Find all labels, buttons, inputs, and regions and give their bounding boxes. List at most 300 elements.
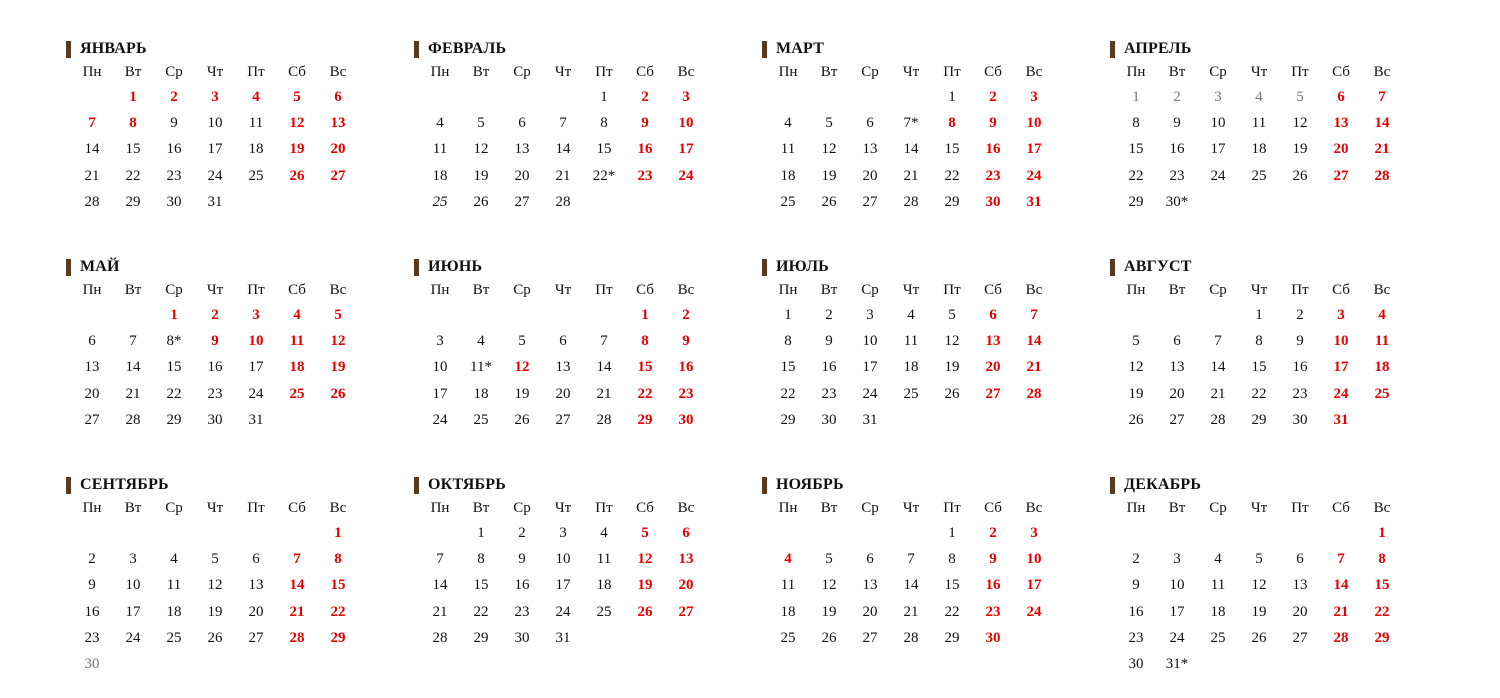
day-cell: 2 [825, 307, 833, 323]
day-cell: 1 [600, 89, 608, 105]
day-cell: 20 [1333, 141, 1349, 158]
day-cell: 31* [1165, 656, 1189, 672]
day-cell: 28 [125, 411, 141, 428]
day-cell: 8 [784, 333, 792, 350]
day-cell: 5 [293, 89, 301, 105]
day-cell: 22 [166, 385, 182, 402]
day-cell: 12 [821, 577, 837, 594]
day-cell: 30 [678, 411, 694, 428]
day-cell: 20 [330, 141, 346, 158]
day-cell: 23 [207, 385, 223, 402]
day-cell: 6 [559, 333, 567, 350]
day-cell: 15 [944, 141, 960, 158]
day-cell: 15 [780, 359, 796, 376]
day-cell: 24 [678, 167, 694, 184]
weekday-label: Пт [943, 500, 961, 516]
day-cell: 29 [1128, 193, 1144, 210]
day-cell: 16 [985, 141, 1001, 158]
weekday-label: Вт [124, 64, 142, 80]
day-cell: 18 [248, 141, 264, 158]
day-cell: 10 [125, 577, 141, 594]
day-cell: 21 [555, 167, 571, 184]
day-cell: 22 [473, 603, 489, 620]
day-cell: 29 [944, 193, 960, 210]
day-cell: 10 [678, 115, 694, 132]
weekday-label: Пн [778, 500, 798, 516]
day-cell: 9 [1296, 333, 1304, 350]
day-cell: 18 [596, 577, 612, 594]
day-cell: 8 [334, 551, 342, 568]
month-marker [762, 259, 767, 276]
day-cell: 20 [985, 359, 1001, 376]
day-cell: 1 [170, 307, 178, 323]
day-cell: 2 [88, 551, 96, 568]
day-cell: 23 [166, 167, 182, 184]
day-cell: 18 [780, 603, 796, 620]
day-cell: 20 [678, 577, 694, 594]
day-cell: 15 [944, 577, 960, 594]
day-cell: 13 [985, 333, 1001, 350]
day-cell: 8 [1255, 333, 1263, 350]
weekday-label: Сб [1332, 500, 1350, 516]
day-cell: 3 [559, 525, 567, 541]
day-cell: 9 [211, 333, 219, 350]
weekday-label: Пн [778, 282, 798, 298]
day-cell: 31 [1026, 193, 1042, 210]
weekday-label: Чт [554, 500, 572, 516]
day-cell: 20 [555, 385, 571, 402]
day-cell: 17 [555, 577, 571, 594]
day-cell: 10 [1210, 115, 1226, 132]
month-header [762, 40, 824, 58]
day-cell: 27 [1169, 411, 1185, 428]
day-cell: 5 [825, 551, 833, 568]
day-cell: 20 [862, 603, 878, 620]
day-cell: 11 [596, 551, 612, 568]
day-cell: 15 [330, 577, 346, 594]
day-cell: 21 [125, 385, 141, 402]
day-cell: 22 [1374, 603, 1390, 620]
day-cell: 31 [207, 193, 223, 210]
day-cell: 27 [555, 411, 571, 428]
day-cell: 22 [944, 167, 960, 184]
month-marker [762, 477, 767, 494]
day-cell: 21 [903, 167, 919, 184]
day-cell: 2 [682, 307, 690, 323]
day-cell: 5 [334, 307, 342, 323]
day-cell: 28 [903, 193, 919, 210]
weekday-label: Пт [943, 282, 961, 298]
month-header [414, 258, 482, 276]
weekday-label: Пн [778, 64, 798, 80]
day-cell: 27 [514, 193, 530, 210]
day-cell: 30 [207, 411, 223, 428]
day-cell: 23 [637, 167, 653, 184]
day-cell: 17 [678, 141, 694, 158]
day-cell: 10 [1026, 551, 1042, 568]
day-cell: 2 [1132, 551, 1140, 568]
day-cell: 11 [289, 333, 305, 350]
day-cell: 29 [125, 193, 141, 210]
day-cell: 7 [1378, 89, 1386, 105]
day-cell: 11 [1210, 577, 1226, 594]
day-cell: 26 [473, 193, 489, 210]
day-cell: 7 [293, 551, 301, 568]
weekday-label: Ср [165, 282, 183, 298]
day-cell: 16 [637, 141, 653, 158]
month-marker [1110, 41, 1115, 58]
day-cell: 16 [678, 359, 694, 376]
month-marker [1110, 477, 1115, 494]
day-cell: 23 [1169, 167, 1185, 184]
day-cell: 9 [682, 333, 690, 350]
day-cell: 11 [432, 141, 448, 158]
day-cell: 14 [1026, 333, 1042, 350]
day-cell: 30 [985, 629, 1001, 646]
day-cell: 7 [88, 115, 96, 132]
weekday-label: Чт [206, 500, 224, 516]
day-cell: 12 [637, 551, 653, 568]
month-marker [1110, 259, 1115, 276]
day-cell: 7 [129, 333, 137, 350]
weekday-label: Пн [82, 282, 102, 298]
day-cell: 27 [862, 193, 878, 210]
day-cell: 10 [1026, 115, 1042, 132]
day-cell: 28 [432, 629, 448, 646]
day-cell: 30 [166, 193, 182, 210]
month-header [414, 40, 506, 58]
day-cell: 23 [678, 385, 694, 402]
month-header [66, 476, 169, 494]
day-cell: 13 [678, 551, 694, 568]
day-cell: 25 [903, 385, 919, 402]
weekday-label: Пн [1126, 64, 1146, 80]
day-cell: 22 [1251, 385, 1267, 402]
weekday-label: Сб [288, 500, 306, 516]
month-header [1110, 258, 1192, 276]
day-cell: 11 [903, 333, 919, 350]
day-cell: 3 [1337, 307, 1345, 323]
weekday-label: Пн [82, 500, 102, 516]
day-cell: 4 [252, 89, 260, 105]
day-cell: 4 [600, 525, 608, 541]
weekday-label: Чт [1250, 282, 1268, 298]
day-cell: 19 [821, 167, 837, 184]
day-cell: 28 [289, 629, 305, 646]
day-cell: 25 [1374, 385, 1390, 402]
day-cell: 12 [207, 577, 223, 594]
weekday-label: Ср [513, 282, 531, 298]
day-cell: 27 [985, 385, 1001, 402]
day-cell: 13 [862, 577, 878, 594]
month-name: МАРТ [776, 40, 825, 57]
day-cell: 11* [470, 359, 492, 376]
weekday-label: Ср [861, 500, 879, 516]
day-cell: 15 [1374, 577, 1390, 594]
day-cell: 29 [1251, 411, 1267, 428]
weekday-label: Пн [1126, 500, 1146, 516]
day-cell: 6 [1337, 89, 1345, 105]
day-cell: 20 [514, 167, 530, 184]
day-cell: 8 [129, 115, 137, 132]
weekday-label: Пн [1126, 282, 1146, 298]
weekday-label: Чт [206, 282, 224, 298]
day-cell: 5 [211, 551, 219, 568]
day-cell: 30 [84, 656, 100, 672]
day-cell: 28 [1026, 385, 1042, 402]
day-cell: 23 [985, 167, 1001, 184]
weekday-label: Вс [677, 282, 695, 298]
day-cell: 8 [600, 115, 608, 132]
day-cell: 27 [1333, 167, 1349, 184]
weekday-label: Вт [1168, 64, 1186, 80]
day-cell: 6 [252, 551, 260, 568]
month-header [1110, 40, 1192, 58]
day-cell: 26 [944, 385, 960, 402]
month-name: ЯНВАРЬ [80, 40, 147, 57]
day-cell: 7* [903, 115, 919, 132]
month-marker [66, 477, 71, 494]
day-cell: 10 [1333, 333, 1349, 350]
day-cell: 3 [1030, 525, 1038, 541]
day-cell: 16 [1128, 603, 1144, 620]
day-cell: 22 [125, 167, 141, 184]
day-cell: 9 [88, 577, 96, 594]
day-cell: 10 [248, 333, 264, 350]
day-cell: 5 [641, 525, 649, 541]
day-cell: 12 [473, 141, 489, 158]
day-cell: 17 [207, 141, 223, 158]
day-cell: 26 [289, 167, 305, 184]
day-cell: 9 [825, 333, 833, 350]
day-cell: 31 [555, 629, 571, 646]
month-marker [414, 477, 419, 494]
weekday-label: Вт [820, 500, 838, 516]
weekday-label: Вс [329, 64, 347, 80]
day-cell: 21 [1333, 603, 1349, 620]
weekday-label: Чт [902, 500, 920, 516]
day-cell: 24 [1333, 385, 1349, 402]
day-cell: 9 [989, 551, 997, 568]
day-cell: 19 [821, 603, 837, 620]
weekday-label: Вс [1025, 500, 1043, 516]
weekday-label: Пт [943, 64, 961, 80]
weekday-label: Чт [554, 64, 572, 80]
day-cell: 10 [207, 115, 223, 132]
day-cell: 28 [903, 629, 919, 646]
month-name: ИЮНЬ [428, 258, 483, 275]
weekday-label: Ср [861, 64, 879, 80]
day-cell: 26 [514, 411, 530, 428]
weekday-label: Ср [513, 64, 531, 80]
day-cell: 18 [289, 359, 305, 376]
day-cell: 19 [944, 359, 960, 376]
day-cell: 25 [473, 411, 489, 428]
day-cell: 25 [780, 193, 796, 210]
day-cell: 21 [1374, 141, 1390, 158]
day-cell: 9 [641, 115, 649, 132]
day-cell: 13 [1292, 577, 1308, 594]
day-cell: 16 [514, 577, 530, 594]
day-cell: 3 [436, 333, 444, 350]
weekday-label: Пн [82, 64, 102, 80]
day-cell: 8 [477, 551, 485, 568]
day-cell: 13 [330, 115, 346, 132]
weekday-label: Пн [430, 282, 450, 298]
weekday-label: Чт [902, 282, 920, 298]
weekday-label: Сб [984, 64, 1002, 80]
day-cell: 16 [1169, 141, 1185, 158]
month-name: ОКТЯБРЬ [428, 476, 506, 493]
day-cell: 5 [1296, 89, 1304, 105]
month-marker [66, 41, 71, 58]
weekday-label: Пт [247, 282, 265, 298]
day-cell: 22 [330, 603, 346, 620]
day-cell: 24 [1169, 629, 1185, 646]
day-cell: 14 [903, 577, 919, 594]
day-cell: 6 [88, 333, 96, 350]
day-cell: 8 [1378, 551, 1386, 568]
day-cell: 8 [948, 551, 956, 568]
weekday-label: Ср [165, 500, 183, 516]
day-cell: 27 [678, 603, 694, 620]
day-cell: 18 [1210, 603, 1226, 620]
day-cell: 8* [166, 333, 182, 350]
day-cell: 12 [821, 141, 837, 158]
day-cell: 25 [248, 167, 264, 184]
month-name: ФЕВРАЛЬ [428, 40, 507, 57]
day-cell: 14 [84, 141, 100, 158]
weekday-label: Пт [595, 64, 613, 80]
day-cell: 1 [334, 525, 342, 541]
weekday-label: Вс [1373, 500, 1391, 516]
day-cell: 8 [948, 115, 956, 132]
day-cell: 22 [637, 385, 653, 402]
day-cell: 2 [1296, 307, 1304, 323]
day-cell: 1 [477, 525, 485, 541]
day-cell: 14 [596, 359, 612, 376]
day-cell: 4 [784, 115, 792, 132]
weekday-label: Вс [1025, 64, 1043, 80]
day-cell: 12 [330, 333, 346, 350]
day-cell: 15 [596, 141, 612, 158]
day-cell: 17 [125, 603, 141, 620]
day-cell: 3 [866, 307, 874, 323]
day-cell: 18 [780, 167, 796, 184]
day-cell: 24 [862, 385, 878, 402]
day-cell: 19 [473, 167, 489, 184]
day-cell: 11 [780, 141, 796, 158]
day-cell: 7 [559, 115, 567, 132]
weekday-label: Вс [1373, 282, 1391, 298]
day-cell: 5 [477, 115, 485, 132]
day-cell: 7 [907, 551, 915, 568]
day-cell: 13 [555, 359, 571, 376]
day-cell: 19 [1128, 385, 1144, 402]
day-cell: 4 [784, 551, 792, 568]
month-name: АВГУСТ [1124, 258, 1192, 275]
weekday-label: Вс [329, 282, 347, 298]
day-cell: 24 [125, 629, 141, 646]
day-cell: 30 [985, 193, 1001, 210]
day-cell: 25 [1210, 629, 1226, 646]
day-cell: 6 [334, 89, 342, 105]
day-cell: 5 [948, 307, 956, 323]
day-cell: 30 [514, 629, 530, 646]
day-cell: 4 [170, 551, 178, 568]
day-cell: 12 [1251, 577, 1267, 594]
day-cell: 18 [432, 167, 448, 184]
day-cell: 21 [289, 603, 305, 620]
day-cell: 8 [1132, 115, 1140, 132]
weekday-label: Вт [124, 282, 142, 298]
day-cell: 24 [1026, 167, 1042, 184]
day-cell: 7 [1030, 307, 1038, 323]
day-cell: 26 [330, 385, 346, 402]
day-cell: 1 [948, 89, 956, 105]
day-cell: 3 [129, 551, 137, 568]
day-cell: 31 [248, 411, 264, 428]
day-cell: 23 [84, 629, 100, 646]
day-cell: 1 [129, 89, 137, 105]
day-cell: 5 [1255, 551, 1263, 568]
weekday-label: Чт [1250, 64, 1268, 80]
day-cell: 22* [592, 167, 616, 184]
day-cell: 15 [473, 577, 489, 594]
day-cell: 17 [248, 359, 264, 376]
day-cell: 13 [1169, 359, 1185, 376]
weekday-label: Вт [820, 282, 838, 298]
day-cell: 16 [84, 603, 100, 620]
day-cell: 24 [207, 167, 223, 184]
day-cell: 1 [1378, 525, 1386, 541]
day-cell: 15 [1128, 141, 1144, 158]
month-name: МАЙ [80, 258, 120, 275]
day-cell: 20 [1169, 385, 1185, 402]
weekday-label: Пт [595, 282, 613, 298]
month-header [1110, 476, 1201, 494]
day-cell: 14 [1374, 115, 1390, 132]
day-cell: 22 [780, 385, 796, 402]
day-cell: 11 [1251, 115, 1267, 132]
day-cell: 10 [432, 359, 448, 376]
day-cell: 4 [436, 115, 444, 132]
weekday-label: Вт [472, 282, 490, 298]
weekday-label: Вс [1373, 64, 1391, 80]
day-cell: 30 [1292, 411, 1308, 428]
day-cell: 20 [1292, 603, 1308, 620]
day-cell: 28 [555, 193, 571, 210]
weekday-label: Вт [820, 64, 838, 80]
day-cell: 11 [780, 577, 796, 594]
weekday-label: Вс [1025, 282, 1043, 298]
day-cell: 1 [1255, 307, 1263, 323]
day-cell: 21 [1026, 359, 1042, 376]
day-cell: 7 [1337, 551, 1345, 568]
weekday-label: Сб [984, 282, 1002, 298]
day-cell: 28 [596, 411, 612, 428]
day-cell: 9 [518, 551, 526, 568]
day-cell: 10 [1169, 577, 1185, 594]
day-cell: 9 [170, 115, 178, 132]
day-cell: 18 [166, 603, 182, 620]
day-cell: 2 [518, 525, 526, 541]
day-cell: 25 [596, 603, 612, 620]
day-cell: 13 [84, 359, 100, 376]
day-cell: 27 [330, 167, 346, 184]
month-marker [762, 41, 767, 58]
day-cell: 15 [1251, 359, 1267, 376]
